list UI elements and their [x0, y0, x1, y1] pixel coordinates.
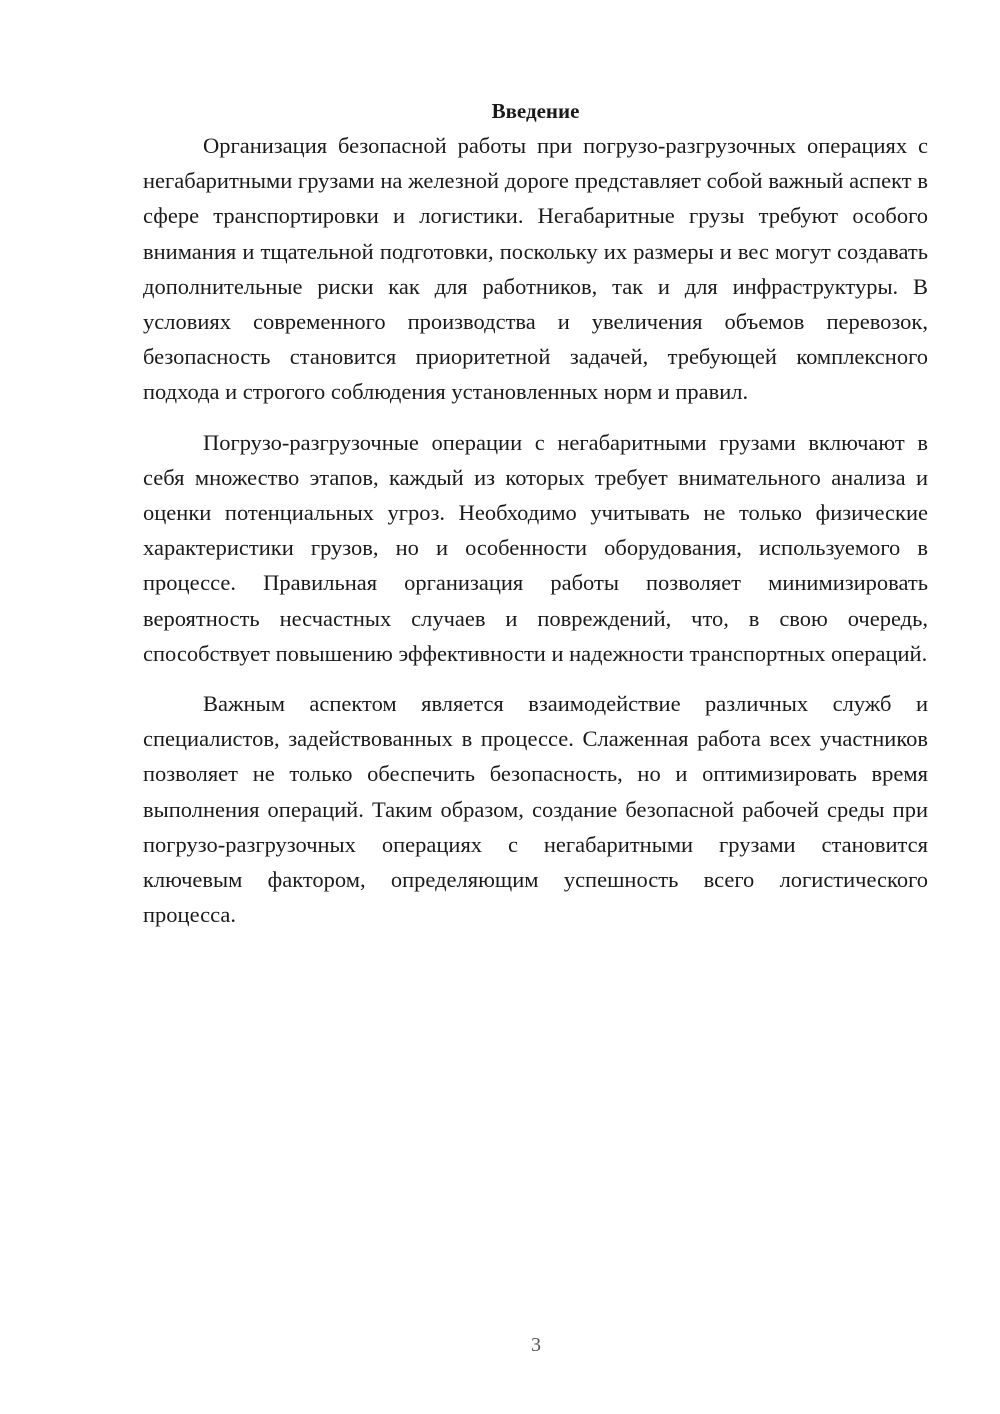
section-heading: Введение: [491, 99, 580, 123]
page-content: [143, 96, 928, 932]
page-number: 3: [531, 1334, 541, 1356]
paragraph-1: Организация безопасной работы при погрузо-разгрузочных операциях с негабаритными грузами на железной дороге представляет собой важный аспект в сфере транспортировки и логистики. Негабаритные грузы требуют особого внимания и тщательной подготовки, поскольку их размеры и вес могут создавать дополнительные риски как для работников, так и для инфраструктуры. В условиях современного производства и увеличения объемов перевозок, безопасность становится приоритетной задачей, требующей комплексного подхода и строгого соблюдения установленных норм и правил.: [143, 133, 928, 405]
paragraph-3: Важным аспектом является взаимодействие различных служб и специалистов, задействованных в процессе. Слаженная работа всех участников позволяет не только обеспечить безопасность, но и оптимизировать время выполнения операций. Таким образом, создание безопасной рабочей среды при погрузо-разгрузочных операциях с негабаритными грузами становится ключевым фактором, определяющим успешность всего логистического процесса.: [143, 691, 928, 928]
paragraph-2: Погрузо-разгрузочные операции с негабаритными грузами включают в себя множество этапов, каждый из которых требует внимательного анализа и оценки потенциальных угроз. Необходимо учитывать не только физические характеристики грузов, но и особенности оборудования, используемого в процессе. Правильная организация работы позволяет минимизировать вероятность несчастных случаев и повреждений, что, в свою очередь, способствует повышению эффективности и надежности транспортных операций.: [143, 429, 928, 666]
